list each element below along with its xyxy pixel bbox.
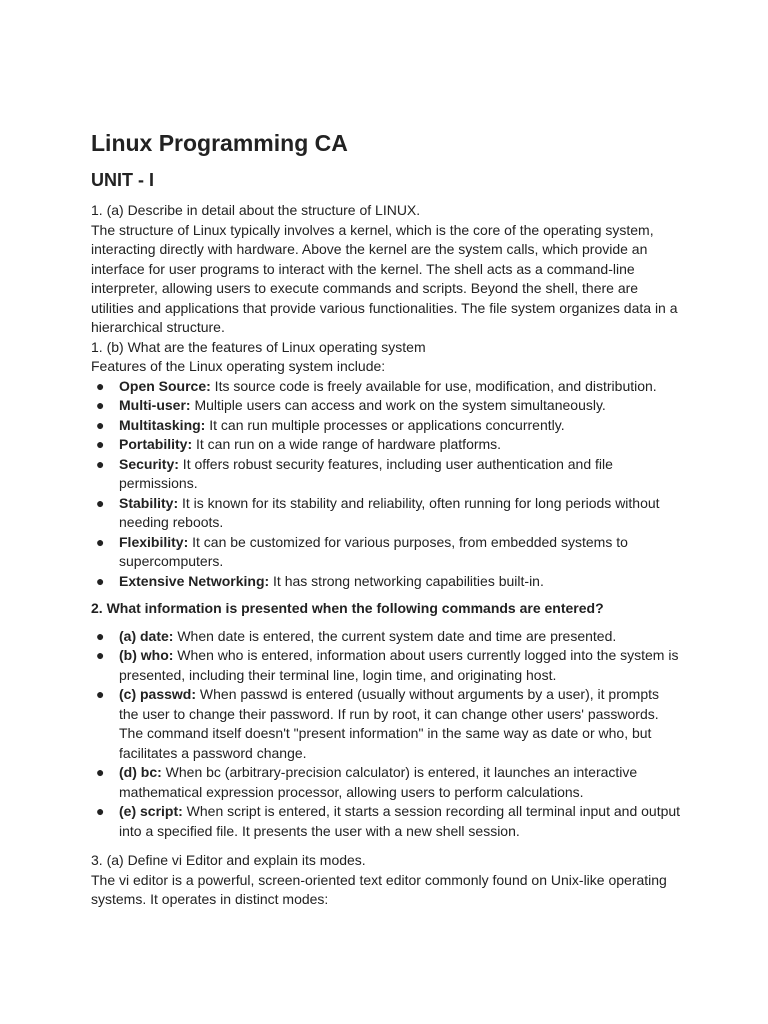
list-item: ● (b) who: When who is entered, information about users currently logged into the system is presented, including their terminal line, login time, and originating host. [96,647,679,683]
q1b-intro: Features of the Linux operating system include: [91,358,386,374]
bullet-icon: ● [96,627,105,644]
list-item: ● (e) script: When script is entered, it starts a session recording all terminal input and output into a specified file. It presents the user with a new shell session. [96,803,681,839]
list-item: ● Portability: It can run on a wide range of hardware platforms. [91,435,681,455]
bullet-icon: ● [96,686,105,702]
list-item: ● Extensive Networking: It has strong networking capabilities built-in. [91,572,681,592]
bullet-icon: ● [96,377,105,394]
bullet-icon: ● [96,416,105,433]
unit-heading: UNIT - I [91,170,154,190]
list-item: ● Open Source: Its source code is freely available for use, modification, and distribution. [91,377,681,397]
bullet-icon: ● [96,572,105,589]
list-item: ● Multi-user: Multiple users can access and work on the system simultaneously. [91,396,681,416]
bullet-icon: ● [96,494,105,511]
list-item: ● (d) bc: When bc (arbitrary-precision calculator) is entered, it launches an interactive mathematical expression processor, allowing users to perform calculations. [96,764,638,800]
list-item: ● (c) passwd: When passwd is entered (usually without arguments by a user), it prompts the user to change their password. If run by root, it can change other users' passwords. The command itself doesn't "present information" in the same way as date or who, but facilitates a password change. [96,686,659,761]
list-item: ● Multitasking: It can run multiple processes or applications concurrently. [91,416,681,436]
bullet-icon: ● [96,764,105,780]
list-item: ● (a) date: When date is entered, the current system date and time are presented. [91,627,681,647]
q3a-question: 3. (a) Define vi Editor and explain its modes. [91,852,366,868]
q1a-question: 1. (a) Describe in detail about the structure of LINUX. [91,202,421,218]
list-item: ● Stability: It is known for its stability and reliability, often running for long periods without needing reboots. [96,494,660,530]
commands-list [91,627,681,842]
q2-question: 2. What information is presented when the following commands are entered? [91,600,604,616]
bullet-icon: ● [96,455,105,472]
bullet-icon: ● [96,647,105,663]
list-item: ● Security: It offers robust security features, including user authentication and file permissions. [96,455,613,491]
bullet-icon: ● [96,397,105,413]
bullet-icon: ● [96,533,105,550]
q3a-answer: The vi editor is a powerful, screen-oriented text editor commonly found on Unix-like operating systems. It operates in distinct modes: [91,871,667,907]
document-title: Linux Programming CA [91,130,348,156]
bullet-icon: ● [96,803,105,819]
document-body [91,201,681,910]
list-item: ● Flexibility: It can be customized for various purposes, from embedded systems to supercomputers. [96,533,628,569]
q1a-answer: The structure of Linux typically involves a kernel, which is the core of the operating system, interacting directly with hardware. Above the kernel are the system calls, which provide an interface for user programs to interact with the kernel. The shell acts as a command-line interpreter, allowing users to execute commands and scripts. Beyond the shell, there are utilities and applications that provide various functionalities. The file system organizes data in a hierarchical structure. [91,221,678,335]
bullet-icon: ● [96,436,105,452]
features-list [91,377,681,592]
q1b-question: 1. (b) What are the features of Linux operating system [91,338,426,355]
